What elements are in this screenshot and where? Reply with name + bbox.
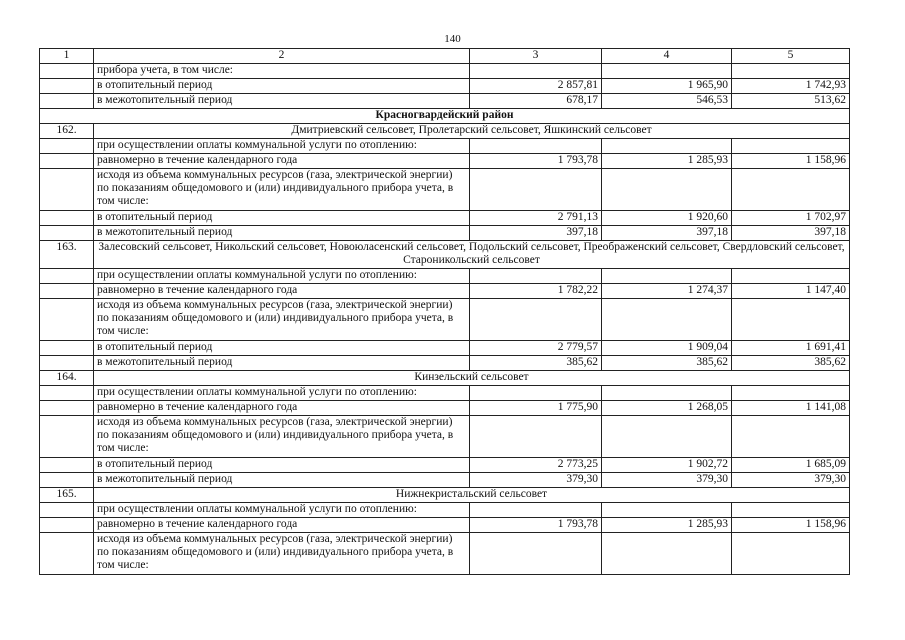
row-number	[40, 473, 94, 488]
row-number: 164.	[40, 371, 94, 386]
row-label: в отопительный период	[94, 458, 470, 473]
value-cell: 1 141,08	[732, 401, 850, 416]
value-cell: 1 158,96	[732, 154, 850, 169]
value-cell: 1 793,78	[470, 518, 602, 533]
row-number	[40, 226, 94, 241]
table-row	[40, 341, 850, 356]
value-cell	[602, 169, 732, 211]
table-row	[40, 401, 850, 416]
row-number	[40, 518, 94, 533]
value-cell: 2 773,25	[470, 458, 602, 473]
table-row	[40, 299, 850, 341]
value-cell: 1 285,93	[602, 154, 732, 169]
value-cell	[732, 533, 850, 575]
value-cell: 379,30	[602, 473, 732, 488]
row-label: исходя из объема коммунальных ресурсов (газа, электрической энергии) по показаниям общедомового и (или) индивидуального прибора учета, в том числе:	[94, 416, 470, 458]
value-cell: 678,17	[470, 94, 602, 109]
value-cell	[470, 416, 602, 458]
value-cell	[470, 64, 602, 79]
row-number	[40, 284, 94, 299]
row-number	[40, 458, 94, 473]
table-row	[40, 154, 850, 169]
row-label: в межотопительный период	[94, 356, 470, 371]
table-row	[40, 533, 850, 575]
table-row	[40, 269, 850, 284]
value-cell: 2 791,13	[470, 211, 602, 226]
group-row	[40, 241, 850, 269]
row-label: равномерно в течение календарного года	[94, 518, 470, 533]
value-cell	[732, 386, 850, 401]
table-row	[40, 416, 850, 458]
value-cell: 385,62	[732, 356, 850, 371]
row-number	[40, 356, 94, 371]
value-cell: 1 147,40	[732, 284, 850, 299]
value-cell: 1 793,78	[470, 154, 602, 169]
row-number	[40, 79, 94, 94]
value-cell: 2 779,57	[470, 341, 602, 356]
group-title: Кинзельский сельсовет	[94, 371, 850, 386]
group-row	[40, 371, 850, 386]
table-row	[40, 64, 850, 79]
value-cell	[602, 416, 732, 458]
value-cell: 385,62	[470, 356, 602, 371]
value-cell: 397,18	[602, 226, 732, 241]
group-row	[40, 124, 850, 139]
table-row	[40, 79, 850, 94]
group-row	[40, 488, 850, 503]
value-cell	[732, 299, 850, 341]
value-cell: 1 691,41	[732, 341, 850, 356]
row-number	[40, 341, 94, 356]
table-row	[40, 94, 850, 109]
table-row	[40, 503, 850, 518]
table-row	[40, 211, 850, 226]
value-cell: 1 742,93	[732, 79, 850, 94]
row-label: в межотопительный период	[94, 473, 470, 488]
value-cell	[470, 139, 602, 154]
row-label: в отопительный период	[94, 211, 470, 226]
row-number	[40, 401, 94, 416]
row-number	[40, 211, 94, 226]
value-cell: 2 857,81	[470, 79, 602, 94]
table-row	[40, 226, 850, 241]
value-cell	[602, 299, 732, 341]
table-row	[40, 356, 850, 371]
value-cell: 379,30	[470, 473, 602, 488]
row-number	[40, 169, 94, 211]
row-label: в межотопительный период	[94, 94, 470, 109]
value-cell: 1 782,22	[470, 284, 602, 299]
group-title: Залесовский сельсовет, Никольский сельсовет, Новоюласенский сельсовет, Подольский сельсовет, Преображенский сельсовет, Свердловский сельсовет, Староникольский сельсовет	[94, 241, 850, 269]
value-cell	[602, 139, 732, 154]
row-label: в межотопительный период	[94, 226, 470, 241]
table-row	[40, 284, 850, 299]
value-cell	[602, 64, 732, 79]
row-label: исходя из объема коммунальных ресурсов (газа, электрической энергии) по показаниям общедомового и (или) индивидуального прибора учета, в том числе:	[94, 299, 470, 341]
tariff-table	[39, 48, 850, 575]
value-cell	[602, 503, 732, 518]
value-cell: 1 685,09	[732, 458, 850, 473]
header-cell: 4	[602, 49, 732, 64]
value-cell: 385,62	[602, 356, 732, 371]
row-number	[40, 139, 94, 154]
section-row	[40, 109, 850, 124]
row-number	[40, 503, 94, 518]
value-cell	[470, 533, 602, 575]
row-label: прибора учета, в том числе:	[94, 64, 470, 79]
value-cell: 379,30	[732, 473, 850, 488]
row-number	[40, 269, 94, 284]
value-cell	[732, 64, 850, 79]
row-number	[40, 299, 94, 341]
value-cell: 397,18	[470, 226, 602, 241]
value-cell: 1 965,90	[602, 79, 732, 94]
value-cell: 513,62	[732, 94, 850, 109]
group-title: Нижнекристальский сельсовет	[94, 488, 850, 503]
row-label: исходя из объема коммунальных ресурсов (газа, электрической энергии) по показаниям общедомового и (или) индивидуального прибора учета, в том числе:	[94, 533, 470, 575]
row-label: равномерно в течение календарного года	[94, 401, 470, 416]
row-label: исходя из объема коммунальных ресурсов (газа, электрической энергии) по показаниям общедомового и (или) индивидуального прибора учета, в том числе:	[94, 169, 470, 211]
table-row	[40, 518, 850, 533]
row-label: равномерно в течение календарного года	[94, 284, 470, 299]
row-number: 163.	[40, 241, 94, 269]
value-cell	[732, 169, 850, 211]
value-cell: 1 274,37	[602, 284, 732, 299]
row-label: равномерно в течение календарного года	[94, 154, 470, 169]
value-cell: 546,53	[602, 94, 732, 109]
value-cell	[470, 169, 602, 211]
header-cell: 1	[40, 49, 94, 64]
value-cell: 1 158,96	[732, 518, 850, 533]
value-cell: 1 909,04	[602, 341, 732, 356]
table-row	[40, 458, 850, 473]
value-cell	[732, 139, 850, 154]
value-cell	[602, 269, 732, 284]
value-cell	[732, 416, 850, 458]
row-label: при осуществлении оплаты коммунальной услуги по отоплению:	[94, 139, 470, 154]
value-cell: 1 285,93	[602, 518, 732, 533]
row-label: при осуществлении оплаты коммунальной услуги по отоплению:	[94, 386, 470, 401]
value-cell	[470, 386, 602, 401]
header-cell: 3	[470, 49, 602, 64]
section-title: Красногвардейский район	[40, 109, 850, 124]
row-number	[40, 416, 94, 458]
row-number: 162.	[40, 124, 94, 139]
row-number: 165.	[40, 488, 94, 503]
value-cell	[470, 269, 602, 284]
row-number	[40, 94, 94, 109]
value-cell: 1 268,05	[602, 401, 732, 416]
row-label: при осуществлении оплаты коммунальной услуги по отоплению:	[94, 503, 470, 518]
row-label: в отопительный период	[94, 79, 470, 94]
value-cell	[732, 269, 850, 284]
table-row	[40, 473, 850, 488]
table-row	[40, 139, 850, 154]
value-cell: 1 702,97	[732, 211, 850, 226]
value-cell: 397,18	[732, 226, 850, 241]
header-cell: 5	[732, 49, 850, 64]
tariff-table-body	[40, 49, 850, 575]
value-cell	[470, 299, 602, 341]
row-label: при осуществлении оплаты коммунальной услуги по отоплению:	[94, 269, 470, 284]
row-number	[40, 64, 94, 79]
table-header-row	[40, 49, 850, 64]
value-cell	[732, 503, 850, 518]
row-number	[40, 386, 94, 401]
value-cell: 1 920,60	[602, 211, 732, 226]
value-cell	[602, 386, 732, 401]
value-cell: 1 775,90	[470, 401, 602, 416]
row-number	[40, 533, 94, 575]
header-cell: 2	[94, 49, 470, 64]
page-number: 140	[444, 33, 461, 45]
value-cell	[602, 533, 732, 575]
table-row	[40, 386, 850, 401]
table-row	[40, 169, 850, 211]
row-label: в отопительный период	[94, 341, 470, 356]
value-cell: 1 902,72	[602, 458, 732, 473]
row-number	[40, 154, 94, 169]
group-title: Дмитриевский сельсовет, Пролетарский сельсовет, Яшкинский сельсовет	[94, 124, 850, 139]
value-cell	[470, 503, 602, 518]
